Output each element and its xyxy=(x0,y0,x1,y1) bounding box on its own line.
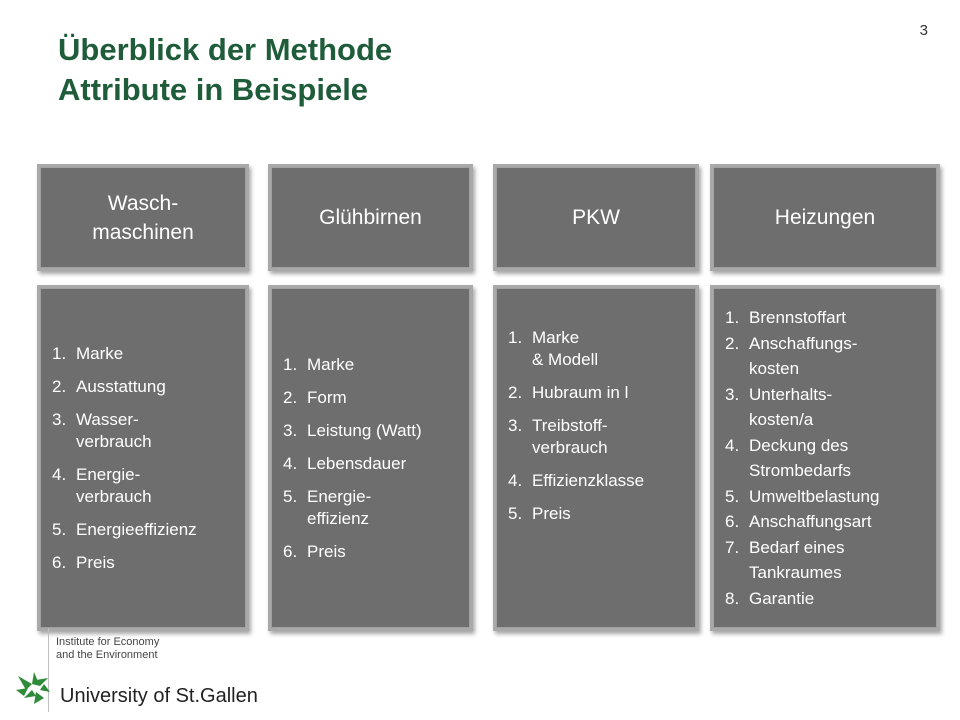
item-number: 2. xyxy=(725,333,740,353)
list-item xyxy=(725,509,929,535)
list-item xyxy=(283,486,462,530)
item-text: Energie- effizienz xyxy=(307,486,372,528)
list-item xyxy=(283,387,462,409)
list-item xyxy=(725,331,929,382)
item-text: Effizienzklasse xyxy=(532,471,645,490)
item-text: Form xyxy=(307,387,347,407)
item-number: 4. xyxy=(283,453,298,473)
item-text: Brennstoffart xyxy=(749,308,847,327)
item-text: Preis xyxy=(76,552,115,572)
title-line-1: Überblick der Methode xyxy=(58,32,393,67)
item-number: 5. xyxy=(52,519,67,539)
item-number: 3. xyxy=(508,416,523,435)
list-item xyxy=(52,376,238,398)
item-number: 5. xyxy=(283,486,298,506)
item-number: 1. xyxy=(725,308,740,327)
institute-name xyxy=(56,636,159,662)
item-text: Wasser- verbrauch xyxy=(76,409,152,451)
item-number: 2. xyxy=(52,376,67,396)
item-text: Preis xyxy=(532,504,571,523)
item-text: Treibstoff- verbrauch xyxy=(532,416,608,457)
list-item xyxy=(725,484,929,510)
item-number: 3. xyxy=(283,420,298,440)
header-gluehbirnen xyxy=(268,164,473,271)
item-text: Unterhalts- kosten/a xyxy=(749,384,833,429)
item-number: 4. xyxy=(725,435,740,455)
list-item xyxy=(283,541,462,563)
list-heizungen xyxy=(710,285,940,631)
item-number: 3. xyxy=(52,409,67,429)
item-number: 3. xyxy=(725,384,740,404)
page-number: 3 xyxy=(919,22,928,39)
header-label: Wasch- maschinen xyxy=(92,191,194,244)
item-number: 2. xyxy=(283,387,298,407)
list-item xyxy=(508,470,688,492)
item-text: Garantie xyxy=(749,588,815,608)
list-item xyxy=(283,420,462,442)
item-text: Ausstattung xyxy=(76,376,166,396)
list-item xyxy=(508,327,688,371)
item-number: 4. xyxy=(52,464,67,484)
list-waschmaschinen xyxy=(37,285,249,631)
item-number: 7. xyxy=(725,537,740,557)
item-text: Energie- verbrauch xyxy=(76,464,152,506)
item-number: 8. xyxy=(725,588,740,608)
item-number: 2. xyxy=(508,383,523,402)
list-item xyxy=(725,305,929,331)
item-text: Energieeffizienz xyxy=(76,519,197,539)
item-text: Umweltbelastung xyxy=(749,486,880,506)
item-number: 5. xyxy=(508,504,523,523)
list-item xyxy=(508,382,688,404)
list-item xyxy=(508,503,688,525)
institute-line-2: and the Environment xyxy=(56,649,158,661)
item-text: Hubraum in l xyxy=(532,383,629,402)
item-text: Marke xyxy=(76,343,124,363)
item-text: Lebensdauer xyxy=(307,453,407,473)
header-label: Glühbirnen xyxy=(319,206,422,229)
university-logo-icon xyxy=(14,668,52,708)
header-pkw xyxy=(493,164,699,271)
item-number: 1. xyxy=(508,328,523,347)
list-item xyxy=(725,586,929,612)
list-pkw xyxy=(493,285,699,631)
title-line-2: Attribute in Beispiele xyxy=(58,72,369,107)
list-item xyxy=(52,464,238,508)
header-waschmaschinen xyxy=(37,164,249,271)
institute-line-1: Institute for Economy xyxy=(56,636,160,648)
list-item xyxy=(725,382,929,433)
list-item xyxy=(283,453,462,475)
list-item xyxy=(52,552,238,574)
item-text: Marke xyxy=(307,354,355,374)
list-item xyxy=(52,343,238,365)
item-number: 5. xyxy=(725,486,740,506)
item-number: 6. xyxy=(283,541,298,561)
list-item xyxy=(725,535,929,586)
slide-title xyxy=(58,30,392,110)
item-text: Anschaffungsart xyxy=(749,512,872,531)
list-item xyxy=(283,354,462,376)
header-label: PKW xyxy=(572,206,620,229)
item-text: Leistung (Watt) xyxy=(307,420,422,440)
item-text: Preis xyxy=(307,541,346,561)
list-item xyxy=(508,415,688,459)
list-item xyxy=(725,433,929,484)
item-text: Anschaffungs- kosten xyxy=(749,333,858,378)
item-number: 1. xyxy=(283,354,298,374)
list-gluehbirnen xyxy=(268,285,473,631)
item-number: 1. xyxy=(52,343,67,363)
item-text: Marke & Modell xyxy=(532,328,599,369)
item-text: Deckung des Strombedarfs xyxy=(749,435,852,480)
header-heizungen xyxy=(710,164,940,271)
item-text: Bedarf eines Tankraumes xyxy=(749,537,845,582)
list-item xyxy=(52,409,238,453)
item-number: 6. xyxy=(52,552,67,572)
header-label: Heizungen xyxy=(774,206,876,229)
university-name: University of St.Gallen xyxy=(60,685,258,707)
list-item xyxy=(52,519,238,541)
item-number: 6. xyxy=(725,512,740,531)
item-number: 4. xyxy=(508,471,523,490)
